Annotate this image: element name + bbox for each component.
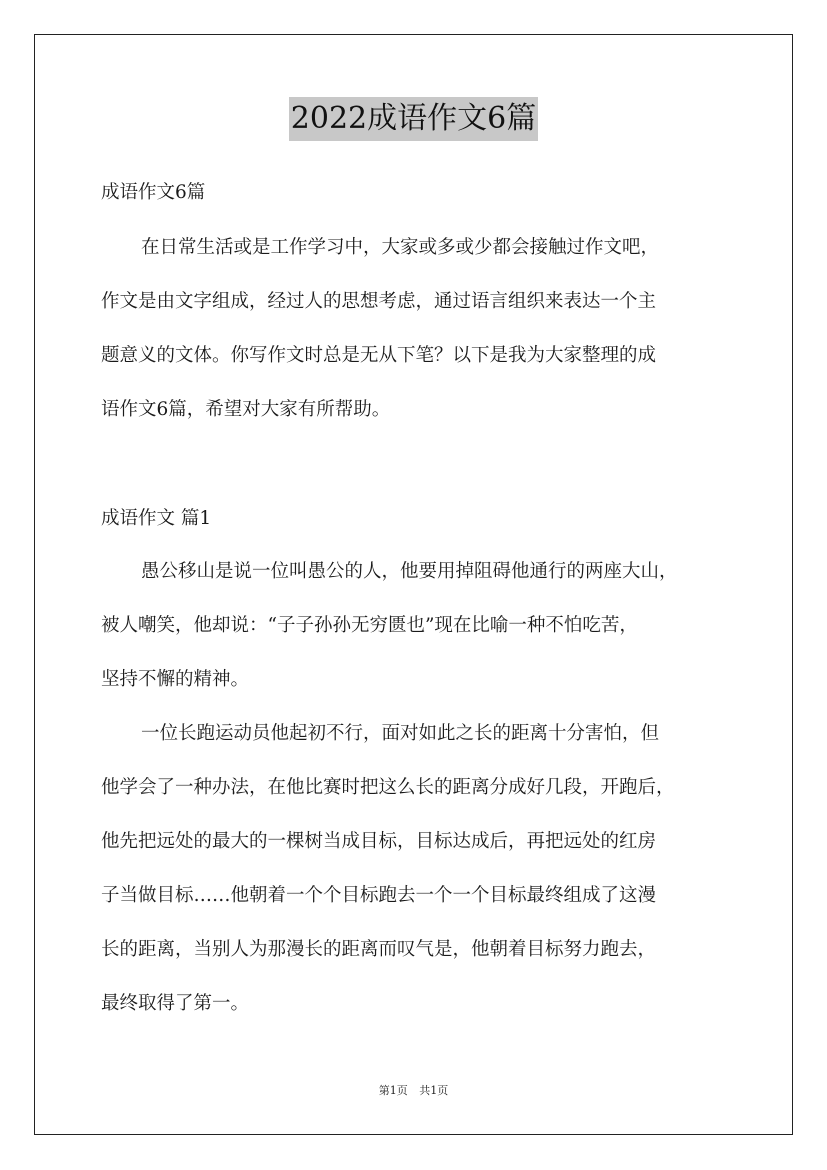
section-heading: 成语作文 篇1 (101, 508, 212, 529)
section-heading-block (101, 504, 741, 534)
intro-line: 语作文6篇，希望对大家有所帮助。 (101, 399, 391, 420)
page-total: 共1页 (419, 1084, 449, 1097)
paragraph-2 (101, 719, 741, 1043)
intro-paragraph (101, 233, 741, 449)
paragraph-line: 愚公移山是说一位叫愚公的人，他要用掉阻碍他通行的两座大山， (141, 561, 678, 582)
paragraph-line: 坚持不懈的精神。 (101, 669, 250, 690)
paragraph-1 (101, 557, 741, 719)
paragraph-line: 他学会了一种办法，在他比赛时把这么长的距离分成好几段，开跑后， (101, 777, 675, 798)
intro-line: 题意义的文体。你写作文时总是无从下笔？以下是我为大家整理的成 (101, 345, 657, 366)
intro-line: 在日常生活或是工作学习中，大家或多或少都会接触过作文吧， (141, 237, 660, 258)
paragraph-line: 长的距离，当别人为那漫长的距离而叹气是，他朝着目标努力跑去， (101, 939, 657, 960)
document-subtitle: 成语作文6篇 (101, 182, 206, 203)
paragraph-line: 最终取得了第一。 (101, 993, 250, 1014)
document-subtitle-block (101, 178, 741, 208)
title-container (0, 97, 827, 141)
page-footer (0, 1082, 827, 1098)
paragraph-line: 被人嘲笑，他却说：“子子孙孙无穷匮也”现在比喻一种不怕吃苦， (101, 615, 638, 636)
paragraph-line: 他先把远处的最大的一棵树当成目标，目标达成后，再把远处的红房 (101, 831, 657, 852)
paragraph-line: 一位长跑运动员他起初不行，面对如此之长的距离十分害怕，但 (141, 723, 660, 744)
page-number: 第1页 (378, 1084, 408, 1097)
intro-line: 作文是由文字组成，经过人的思想考虑，通过语言组织来表达一个主 (101, 291, 657, 312)
document-title: 2022成语作文6篇 (289, 97, 538, 141)
paragraph-line: 子当做目标……他朝着一个个目标跑去一个一个目标最终组成了这漫 (101, 885, 657, 906)
